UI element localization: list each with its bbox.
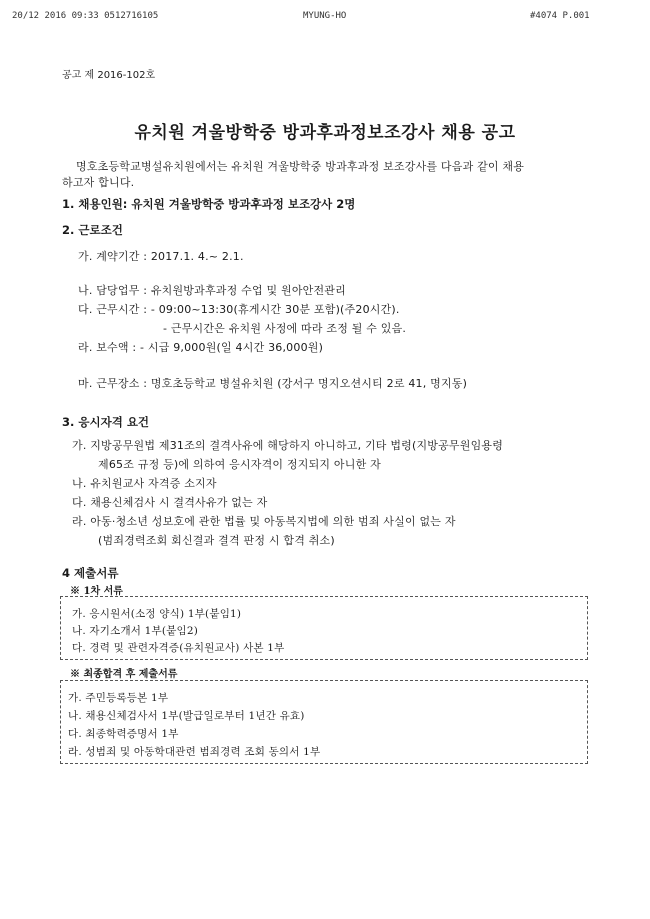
- section-4-heading: 4 제출서류: [62, 566, 119, 580]
- section-3-heading: 3. 응시자격 요건: [62, 415, 150, 429]
- section-1-recruitment: 1. 채용인원: 유치원 겨울방학중 방과후과정 보조강사 2명: [62, 197, 356, 211]
- duty: 나. 담당업무 : 유치원방과후과정 수업 및 원아안전관리: [78, 284, 346, 297]
- first-doc-item: 나. 자기소개서 1부(붙임2): [72, 625, 199, 637]
- work-hours: 다. 근무시간 : - 09:00~13:30(휴게시간 30분 포함)(주20시간).: [78, 303, 400, 316]
- final-doc-item: 라. 성범죄 및 아동학대관련 범죄경력 조회 동의서 1부: [68, 746, 321, 758]
- doc-number: 공고 제 2016-102호: [62, 70, 156, 81]
- intro-line-2: 하고자 합니다.: [62, 176, 135, 189]
- pay: 라. 보수액 : - 시급 9,000원(일 4시간 36,000원): [78, 341, 324, 354]
- work-place: 마. 근무장소 : 명호초등학교 병설유치원 (강서구 명지오션시티 2로 41, 명지동): [78, 377, 468, 390]
- contract-period: 가. 계약기간 : 2017.1. 4.~ 2.1.: [78, 250, 244, 263]
- fax-datetime: 20/12 2016 09:33 0512716105: [12, 11, 159, 21]
- qualification-item: 가. 지방공무원법 제31조의 결격사유에 해당하지 아니하고, 기타 법령(지방공무원임용령: [72, 439, 504, 452]
- fax-sender: MYUNG-HO: [303, 11, 347, 21]
- final-doc-item: 가. 주민등록등본 1부: [68, 692, 169, 704]
- first-doc-item: 가. 응시원서(소정 양식) 1부(붙임1): [72, 608, 242, 620]
- intro-line-1: 명호초등학교병설유치원에서는 유치원 겨울방학중 방과후과정 보조강사를 다음과 같이 채용: [76, 160, 525, 173]
- page-title: 유치원 겨울방학중 방과후과정보조강사 채용 공고: [134, 123, 516, 143]
- qualification-item: (범죄경력조회 회신결과 결격 판정 시 합격 취소): [98, 534, 335, 547]
- first-doc-item: 다. 경력 및 관련자격증(유치원교사) 사본 1부: [72, 642, 285, 654]
- fax-page: #4074 P.001: [530, 11, 590, 21]
- final-doc-item: 나. 채용신체검사서 1부(발급일로부터 1년간 유효): [68, 710, 305, 722]
- qualification-item: 제65조 규정 등)에 의하여 응시자격이 정지되지 아니한 자: [98, 458, 381, 471]
- first-docs-title: ※ 1차 서류: [70, 586, 123, 597]
- final-docs-title: ※ 최종합격 후 제출서류: [70, 669, 178, 680]
- qualification-item: 다. 채용신체검사 시 결격사유가 없는 자: [72, 496, 268, 509]
- section-2-heading: 2. 근로조건: [62, 223, 123, 237]
- final-doc-item: 다. 최종학력증명서 1부: [68, 728, 179, 740]
- qualification-item: 나. 유치원교사 자격증 소지자: [72, 477, 217, 490]
- qualification-item: 라. 아동·청소년 성보호에 관한 법률 및 아동복지법에 의한 범죄 사실이 없는 자: [72, 515, 456, 528]
- work-hours-note: - 근무시간은 유치원 사정에 따라 조정 될 수 있음.: [163, 322, 407, 335]
